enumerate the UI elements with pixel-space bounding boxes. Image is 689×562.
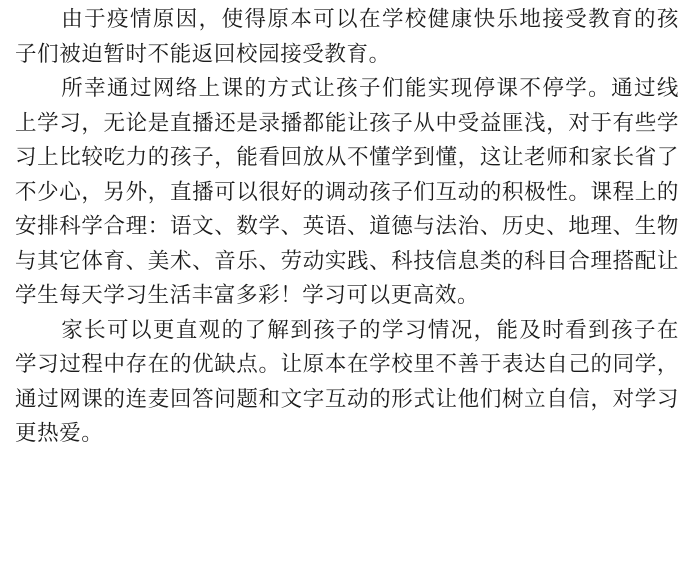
paragraph-1: 由于疫情原因，使得原本可以在学校健康快乐地接受教育的孩子们被迫暂时不能返回校园接受教育。 [15, 7, 679, 67]
paragraph-3: 家长可以更直观的了解到孩子的学习情况，能及时看到孩子在学习过程中存在的优缺点。让原本在学校里不善于表达自己的同学，通过网课的连麦回答问题和文字互动的形式让他们树立自信，对学习更热爱。 [15, 317, 679, 446]
paragraph-2: 所幸通过网络上课的方式让孩子们能实现停课不停学。通过线上学习，无论是直播还是录播都能让孩子从中受益匪浅，对于有些学习上比较吃力的孩子，能看回放从不懂学到懂，这让老师和家长省了不少心，另外，直播可以很好的调动孩子们互动的积极性。课程上的安排科学合理：语文、数学、英语、道德与法治、历史、地理、生物与其它体育、美术、音乐、劳动实践、科技信息类的科目合理搭配让学生每天学习生活丰富多彩！学习可以更高效。 [15, 76, 679, 308]
document-page [15, 0, 679, 452]
